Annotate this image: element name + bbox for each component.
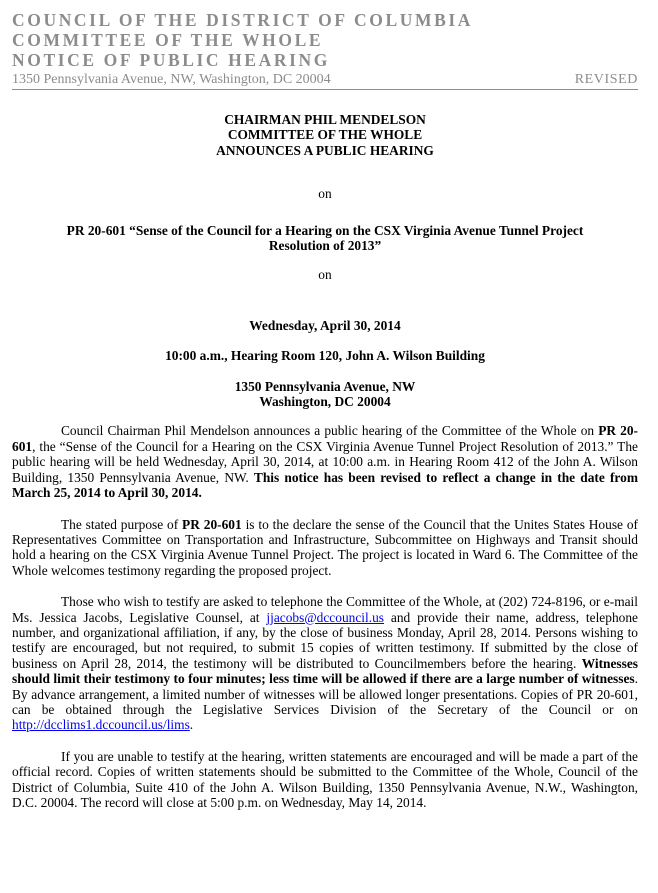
p2-text-2: is to the declare the sense of the Council that the Unites States House of Representatives Committee on Transportation and Infrastructure, Subcommittee on Highways and Transit should hold a hearing on the CSX Virginia Avenue Tunnel Project. The project is located in Ward 6. The Committee of the Whole welcomes testimony regarding the proposed project. bbox=[12, 516, 638, 578]
p2-text-1: The stated purpose of bbox=[61, 516, 183, 532]
masthead-address-row bbox=[12, 71, 638, 90]
p1-revision-notice: This notice has been revised to reflect a change in the date from March 25, 2014 to April 30, 2014. bbox=[12, 469, 638, 501]
heading-chairman: CHAIRMAN PHIL MENDELSON bbox=[224, 112, 426, 127]
p4-text-1: If you are unable to testify at the hearing, written statements are encouraged and will be made a part of the official record. Copies of written statements should be submitted to the Committee of the Whole, Council of the District of Columbia, Suite 410 of the John A. Wilson Building, 1350 Pennsylvania Avenue, N.W., Washington, D.C. 20004. The record will close at 5:00 p.m. on Wednesday, May 14, 2014. bbox=[12, 748, 638, 810]
hearing-address-street: 1350 Pennsylvania Avenue, NW bbox=[234, 378, 416, 394]
p1-text-2: , the “Sense of the Council for a Hearing on the CSX Virginia Avenue Tunnel Project Resolution of 2013.” The public hearing will be held Wednesday, April 30, 2014, at 10:00 a.m. in Hearing Room 412 of the John A. Wilson Building, 1350 Pennsylvania Avenue, NW. bbox=[12, 438, 638, 485]
resolution-title bbox=[12, 223, 638, 254]
p3-time-limit-notice: Witnesses should limit their testimony to four minutes; less time will be allowed if there are a large number of witnesses bbox=[12, 655, 638, 687]
hearing-time-place: 10:00 a.m., Hearing Room 120, John A. Wilson Building bbox=[165, 348, 485, 364]
masthead-address: 1350 Pennsylvania Avenue, NW, Washington, DC 20004 bbox=[12, 72, 331, 87]
masthead-committee-name: COMMITTEE OF THE WHOLE bbox=[12, 30, 324, 50]
masthead-notice-title: NOTICE OF PUBLIC HEARING bbox=[12, 50, 330, 70]
p3-text-4: . bbox=[189, 717, 194, 733]
revised-label: REVISED bbox=[574, 72, 638, 87]
on-connector-2: on bbox=[318, 267, 332, 283]
hearing-address-city: Washington, DC 20004 bbox=[259, 394, 391, 410]
email-link[interactable]: jjacobs@dccouncil.us bbox=[266, 609, 384, 625]
resolution-title-line-2: Resolution of 2013” bbox=[268, 238, 382, 254]
paragraph-announcement bbox=[12, 423, 638, 500]
announcement-heading bbox=[12, 112, 638, 158]
lims-url-link[interactable]: http://dcclims1.dccouncil.us/lims bbox=[12, 717, 190, 733]
paragraph-testimony bbox=[12, 594, 638, 733]
notice-body bbox=[12, 112, 638, 810]
masthead-council-name: COUNCIL OF THE DISTRICT OF COLUMBIA bbox=[12, 10, 473, 30]
p3-text-3: . By advance arrangement, a limited number of witnesses will be allowed longer presentations. Copies of PR 20-601, can be obtained through the Legislative Services Division of the Secretary of the Council or on bbox=[12, 671, 638, 717]
p1-text-1: Council Chairman Phil Mendelson announces a public hearing of the Committee of the Whole on bbox=[61, 423, 599, 439]
heading-committee: COMMITTEE OF THE WHOLE bbox=[227, 127, 423, 143]
heading-announces: ANNOUNCES A PUBLIC HEARING bbox=[216, 142, 434, 158]
resolution-title-line-1: PR 20-601 “Sense of the Council for a Hearing on the CSX Virginia Avenue Tunnel Project bbox=[66, 222, 584, 238]
on-connector-1: on bbox=[318, 186, 332, 202]
p1-bill-number: PR 20-601 bbox=[12, 423, 638, 454]
hearing-address bbox=[12, 379, 638, 410]
p3-text-2: and provide their name, address, telephone number, and organizational affiliation, if any, by the close of business Monday, April 28, 2014. Persons wishing to testify are encouraged, but not required, to submit 15 copies of written testimony. If submitted by the close of business on April 28, 2014, the testimony will be distributed to Councilmembers before the hearing. bbox=[12, 609, 638, 671]
paragraph-written-statements bbox=[12, 749, 638, 811]
p2-bill-number: PR 20-601 bbox=[182, 516, 242, 532]
paragraph-purpose bbox=[12, 517, 638, 579]
masthead bbox=[12, 10, 638, 90]
p3-text-1: Those who wish to testify are asked to telephone the Committee of the Whole, at (202) 724-8196, or e-mail Ms. Jessica Jacobs, Legislative Counsel, at bbox=[12, 594, 638, 625]
hearing-date: Wednesday, April 30, 2014 bbox=[249, 317, 401, 333]
